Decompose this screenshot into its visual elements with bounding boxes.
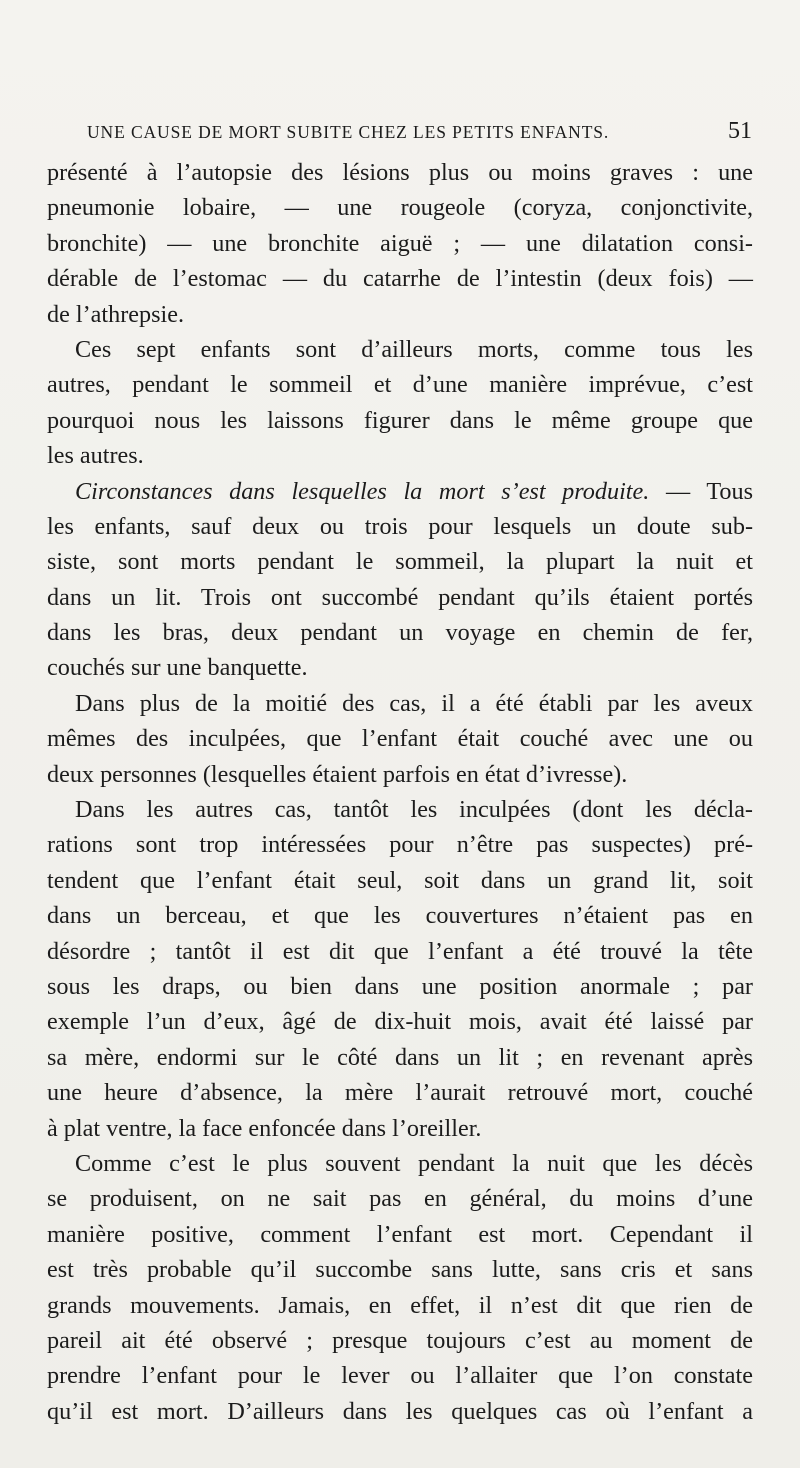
text-line: présenté à l’autopsie des lésions plus ou moins graves : une (47, 159, 753, 186)
text-line: pneumonie lobaire, — une rougeole (coryza, conjonctivite, (47, 194, 753, 222)
text-line: dans un berceau, et que les couvertures n’étaient pas en (47, 902, 753, 930)
text-line: mêmes des inculpées, que l’enfant était couché avec une ou (47, 725, 753, 753)
section-heading-italic: Circonstances dans lesquelles la mort s’est produite. (75, 477, 650, 505)
text-line: couchés sur une banquette. (47, 654, 308, 682)
text-line: désordre ; tantôt il est dit que l’enfant a été trouvé la tête (47, 937, 753, 965)
text-line: qu’il est mort. D’ailleurs dans les quelques cas où l’enfant a (47, 1397, 753, 1425)
text-line: deux personnes (lesquelles étaient parfois en état d’ivresse). (47, 760, 628, 788)
text-line: sa mère, endormi sur le côté dans un lit ; en revenant après (47, 1043, 753, 1071)
text-line: manière positive, comment l’enfant est mort. Cependant il (47, 1220, 753, 1248)
text-line: dérable de l’estomac — du catarrhe de l’intestin (deux fois) — (47, 265, 753, 293)
text-line: dans un lit. Trois ont succombé pendant qu’ils étaient portés (47, 583, 753, 611)
page-header (87, 118, 752, 145)
text-line-rest: — Tous (649, 477, 754, 505)
text-line: prendre l’enfant pour le lever ou l’allaiter que l’on constate (47, 1362, 753, 1390)
text-line: tendent que l’enfant était seul, soit dans un grand lit, soit (47, 866, 753, 894)
text-line: siste, sont morts pendant le sommeil, la plupart la nuit et (47, 548, 753, 576)
text-line: autres, pendant le sommeil et d’une manière imprévue, c’est (47, 371, 753, 399)
text-line: pourquoi nous les laissons figurer dans le même groupe que (47, 406, 753, 434)
text-line: les autres. (47, 442, 144, 470)
text-line: Ces sept enfants sont d’ailleurs morts, comme tous les (75, 335, 753, 363)
text-line: Dans plus de la moitié des cas, il a été établi par les aveux (75, 689, 753, 717)
text-line: les enfants, sauf deux ou trois pour lesquels un doute sub- (47, 512, 753, 540)
text-line: Comme c’est le plus souvent pendant la nuit que les décès (75, 1149, 753, 1177)
text-line: rations sont trop intéressées pour n’être pas suspectes) pré- (47, 831, 753, 859)
text-line: est très probable qu’il succombe sans lutte, sans cris et sans (47, 1256, 753, 1284)
text-line: sous les draps, ou bien dans une position anormale ; par (47, 972, 753, 1000)
text-line: grands mouvements. Jamais, en effet, il n’est dit que rien de (47, 1291, 753, 1319)
text-line: exemple l’un d’eux, âgé de dix-huit mois, avait été laissé par (47, 1008, 753, 1036)
text-line: dans les bras, deux pendant un voyage en chemin de fer, (47, 619, 753, 647)
text-line: une heure d’absence, la mère l’aurait retrouvé mort, couché (47, 1079, 753, 1107)
body-text (47, 155, 753, 1429)
text-line: se produisent, on ne sait pas en général, du moins d’une (47, 1185, 753, 1213)
page-number: 51 (728, 118, 752, 144)
text-line: pareil ait été observé ; presque toujours c’est au moment de (47, 1326, 753, 1354)
text-line (47, 474, 753, 509)
text-line: Dans les autres cas, tantôt les inculpées (dont les décla- (75, 796, 753, 824)
text-line: à plat ventre, la face enfoncée dans l’oreiller. (47, 1114, 482, 1142)
text-line: de l’athrepsie. (47, 300, 184, 328)
text-line: bronchite) — une bronchite aiguë ; — une dilatation consi- (47, 229, 753, 257)
running-title: UNE CAUSE DE MORT SUBITE CHEZ LES PETITS ENFANTS. (87, 122, 610, 142)
